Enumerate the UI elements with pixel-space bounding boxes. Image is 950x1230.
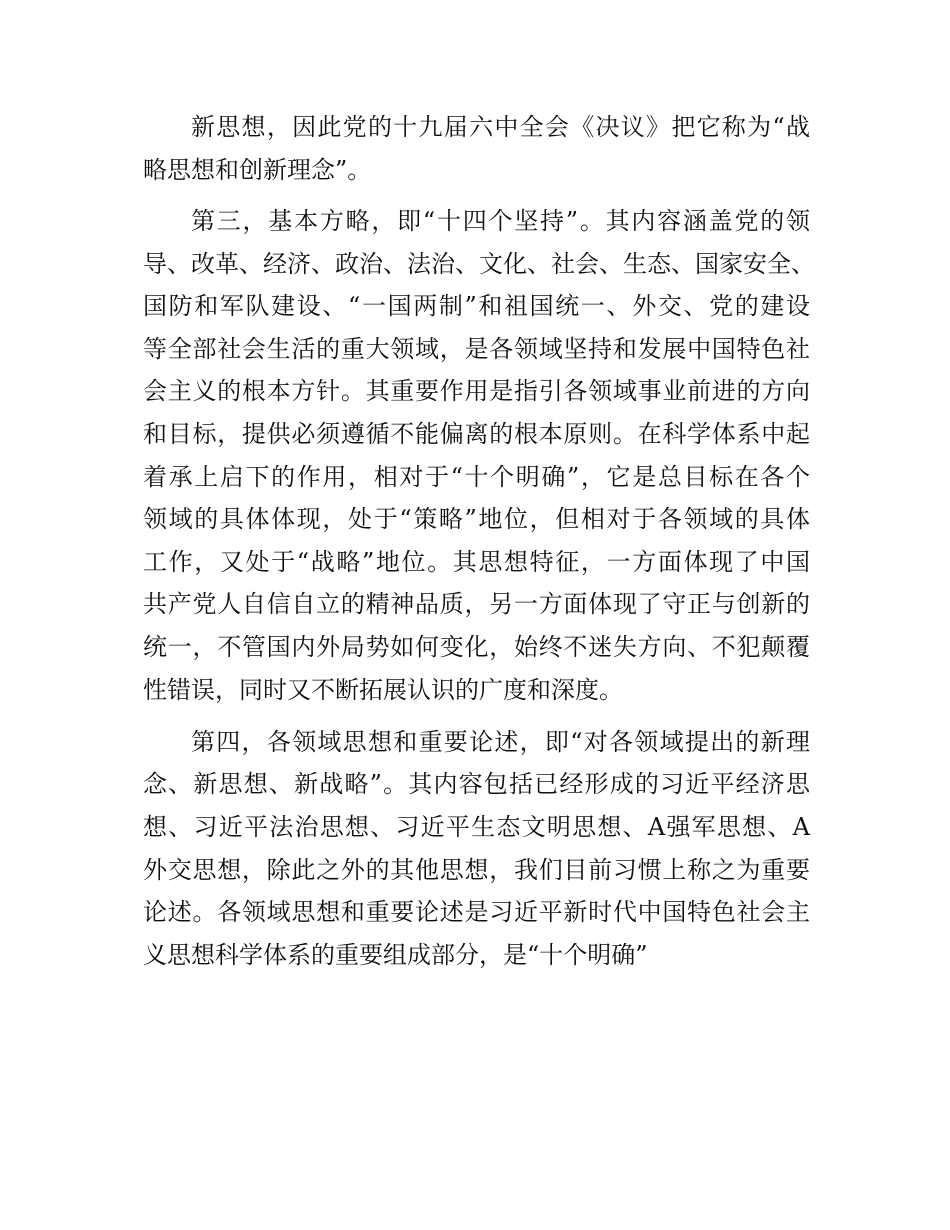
- text-line: 新思想，因此党的十九届六中全会《决议》把它称为“战: [191, 113, 810, 141]
- text-line: 工作，又处于“战略”地位。其思想特征，一方面体现了中国: [143, 548, 810, 576]
- text-line: 第四，各领域思想和重要论述，即“对各领域提出的新理: [191, 728, 810, 756]
- text-line: 第三，基本方略，即“十四个坚持”。其内容涵盖党的领: [191, 207, 810, 235]
- text-line: 性错误，同时又不断拓展认识的广度和深度。: [143, 676, 623, 704]
- text-line: 略思想和创新理念”。: [143, 156, 372, 184]
- text-line: 导、改革、经济、政治、法治、文化、社会、生态、国家安全、: [143, 250, 815, 278]
- text-line: 义思想科学体系的重要组成部分，是“十个明确”: [143, 941, 648, 969]
- text-line: 着承上启下的作用，相对于“十个明确”，它是总目标在各个: [143, 463, 810, 491]
- text-line: 论述。各领域思想和重要论述是习近平新时代中国特色社会主: [143, 898, 810, 926]
- text-line: 会主义的根本方针。其重要作用是指引各领域事业前进的方向: [143, 377, 810, 405]
- text-line: 统一，不管国内外局势如何变化，始终不迷失方向、不犯颠覆: [143, 633, 810, 661]
- text-line: 国防和军队建设、“一国两制”和祖国统一、外交、党的建设: [143, 292, 810, 320]
- text-line: 共产党人自信自立的精神品质，另一方面体现了守正与创新的: [143, 590, 810, 618]
- text-line: 等全部社会生活的重大领域，是各领域坚持和发展中国特色社: [143, 335, 810, 363]
- text-line: 念、新思想、新战略”。其内容包括已经形成的习近平经济思: [143, 770, 810, 798]
- text-line: 和目标，提供必须遵循不能偏离的根本原则。在科学体系中起: [143, 420, 810, 448]
- text-line: 领域的具体体现，处于“策略”地位，但相对于各领域的具体: [143, 505, 810, 533]
- text-line: 想、习近平法治思想、习近平生态文明思想、A强军思想、A: [143, 813, 810, 841]
- text-line: 外交思想，除此之外的其他思想，我们目前习惯上称之为重要: [143, 856, 810, 884]
